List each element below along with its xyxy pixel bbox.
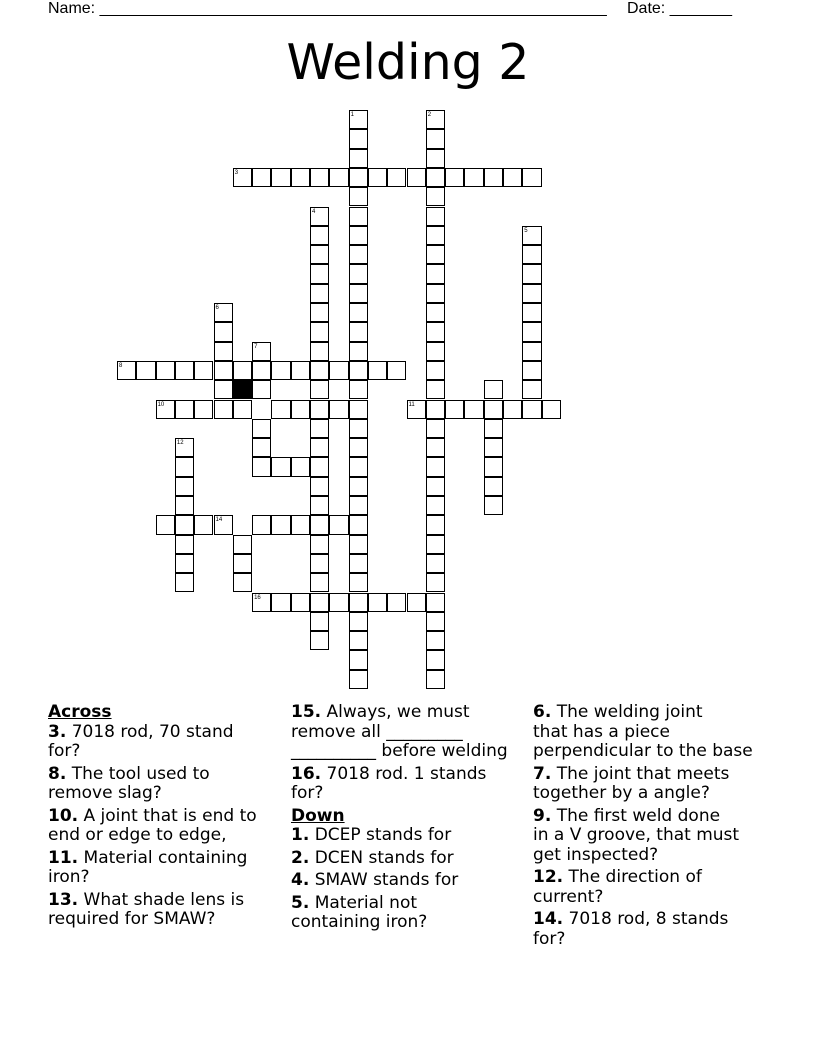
grid-cell[interactable] — [368, 593, 387, 612]
clue-text-line: get inspected? — [533, 844, 659, 865]
clue-item — [533, 765, 773, 804]
grid-cell[interactable] — [349, 554, 368, 573]
grid-cell[interactable] — [310, 593, 329, 612]
clue-number-label: 8. — [48, 763, 67, 784]
grid-cell[interactable] — [426, 303, 445, 322]
grid-cell[interactable] — [310, 207, 329, 226]
grid-cell[interactable] — [310, 477, 329, 496]
clue-text-line: remove all _________ — [291, 721, 463, 742]
grid-cell[interactable] — [426, 168, 445, 187]
clue-text-line: Material containing — [78, 847, 248, 868]
clue-number-label: 3. — [48, 721, 67, 742]
clue-number: 16 — [254, 594, 261, 601]
grid-cell[interactable] — [349, 284, 368, 303]
grid-cell[interactable] — [310, 554, 329, 573]
clue-number: 7 — [254, 343, 258, 350]
grid-cell[interactable] — [252, 419, 271, 438]
grid-cell[interactable] — [522, 361, 541, 380]
clue-number: 3 — [234, 169, 239, 176]
clue-number-label: 12. — [533, 867, 564, 887]
grid-cell[interactable] — [175, 457, 194, 476]
grid-cell[interactable] — [426, 380, 445, 399]
grid-cell[interactable] — [349, 264, 368, 283]
grid-cell[interactable] — [310, 264, 329, 283]
grid-cell[interactable] — [310, 457, 329, 476]
grid-cell[interactable] — [349, 303, 368, 322]
clue-item — [48, 723, 283, 762]
grid-cell[interactable] — [175, 515, 194, 534]
clue-number: 10 — [157, 401, 165, 408]
grid-cell[interactable] — [252, 438, 271, 457]
grid-cell[interactable] — [156, 361, 175, 380]
clue-number: 5 — [524, 227, 528, 234]
grid-cell[interactable] — [484, 419, 503, 438]
grid-cell[interactable] — [233, 168, 252, 187]
grid-cell[interactable] — [214, 303, 233, 322]
grid-cell[interactable] — [214, 380, 233, 399]
clue-text-line: The welding joint — [551, 702, 703, 722]
clue-text-line: 7018 rod, 8 stands — [563, 909, 729, 929]
grid-cell[interactable] — [175, 361, 194, 380]
grid-cell[interactable] — [426, 245, 445, 264]
grid-cell[interactable] — [349, 400, 368, 419]
grid-cell[interactable] — [310, 168, 329, 187]
grid-cell[interactable] — [426, 457, 445, 476]
clue-item — [533, 910, 773, 949]
clue-text-line: DCEP stands for — [309, 825, 452, 845]
grid-cell[interactable] — [271, 457, 290, 476]
grid-cell[interactable] — [426, 342, 445, 361]
page-title: Welding 2 — [286, 34, 530, 91]
down-clue-list — [291, 826, 531, 933]
grid-cell[interactable] — [349, 419, 368, 438]
grid-cell[interactable] — [407, 400, 426, 419]
grid-cell[interactable] — [175, 438, 194, 457]
clue-text-line: 7018 rod, 70 stand — [66, 721, 234, 742]
clue-text-line: together by a angle? — [533, 783, 710, 803]
clue-text-line: required for SMAW? — [48, 909, 216, 929]
grid-cell[interactable] — [310, 284, 329, 303]
grid-cell[interactable] — [252, 380, 271, 399]
grid-cell[interactable] — [310, 400, 329, 419]
clue-text-line: containing iron? — [291, 912, 428, 932]
grid-cell[interactable] — [426, 207, 445, 226]
clue-text-line: The first weld done — [551, 805, 721, 826]
grid-cell[interactable] — [252, 457, 271, 476]
clue-text-line: perpendicular to the base — [533, 741, 753, 761]
grid-cell[interactable] — [329, 593, 348, 612]
grid-cell[interactable] — [233, 535, 252, 554]
clue-number: 12 — [176, 440, 184, 447]
grid-cell[interactable] — [117, 361, 136, 380]
clue-text-line: in a V groove, that must — [533, 825, 740, 845]
clue-text-line: What shade lens is — [78, 889, 245, 910]
grid-cell[interactable] — [349, 129, 368, 148]
grid-cell[interactable] — [310, 631, 329, 650]
grid-cell[interactable] — [271, 515, 290, 534]
clue-number-label: 7. — [533, 763, 552, 784]
grid-cell[interactable] — [464, 400, 483, 419]
clue-text-line: __________ before welding — [291, 741, 508, 761]
grid-cell[interactable] — [291, 515, 310, 534]
grid-cell[interactable] — [349, 342, 368, 361]
grid-cell[interactable] — [349, 457, 368, 476]
clue-number-label: 15. — [291, 702, 322, 722]
grid-cell[interactable] — [522, 303, 541, 322]
grid-cell[interactable] — [310, 303, 329, 322]
grid-cell[interactable] — [426, 129, 445, 148]
clue-text-line: 7018 rod. 1 stands — [321, 763, 487, 784]
grid-cell[interactable] — [426, 650, 445, 669]
clue-text-line: SMAW stands for — [309, 870, 459, 890]
grid-cell[interactable] — [368, 361, 387, 380]
across-clue-list — [48, 723, 283, 930]
grid-cell[interactable] — [484, 438, 503, 457]
clue-number-label: 4. — [291, 870, 310, 890]
clue-number-label: 6. — [533, 702, 552, 722]
clue-number-label: 2. — [291, 847, 310, 868]
grid-cell[interactable] — [233, 554, 252, 573]
grid-cell[interactable] — [310, 438, 329, 457]
grid-cell[interactable] — [349, 670, 368, 689]
clue-number-label: 9. — [533, 805, 552, 826]
grid-cell[interactable] — [349, 496, 368, 515]
clue-item — [291, 765, 531, 804]
grid-cell[interactable] — [522, 168, 541, 187]
grid-cell[interactable] — [426, 322, 445, 341]
grid-cell[interactable] — [271, 361, 290, 380]
grid-cell[interactable] — [426, 438, 445, 457]
grid-cell[interactable] — [349, 593, 368, 612]
grid-cell[interactable] — [426, 400, 445, 419]
grid-cell[interactable] — [349, 477, 368, 496]
grid-cell[interactable] — [387, 593, 406, 612]
clue-item — [48, 891, 283, 930]
grid-cell[interactable] — [233, 400, 252, 419]
grid-cell[interactable] — [426, 361, 445, 380]
grid-cell[interactable] — [329, 515, 348, 534]
grid-cell[interactable] — [464, 168, 483, 187]
grid-cell[interactable] — [310, 361, 329, 380]
grid-cell[interactable] — [522, 264, 541, 283]
grid-cell[interactable] — [214, 400, 233, 419]
grid-cell[interactable] — [426, 264, 445, 283]
grid-cell[interactable] — [310, 226, 329, 245]
clue-text-line: The tool used to — [66, 763, 210, 784]
grid-cell[interactable] — [349, 149, 368, 168]
grid-cell[interactable] — [426, 535, 445, 554]
grid-cell[interactable] — [349, 207, 368, 226]
clue-number-label: 5. — [291, 892, 310, 913]
clue-number: 11 — [408, 401, 415, 408]
clue-number-label: 11. — [48, 847, 79, 868]
across-clue-list-continued — [291, 703, 531, 804]
clue-number-label: 13. — [48, 889, 79, 910]
clue-text-line: for? — [48, 741, 81, 761]
grid-cell[interactable] — [349, 168, 368, 187]
clue-text-line: that has a piece — [533, 721, 670, 742]
grid-cell[interactable] — [175, 477, 194, 496]
grid-cell[interactable] — [484, 477, 503, 496]
black-grid-cell — [233, 380, 252, 399]
grid-cell[interactable] — [426, 515, 445, 534]
clue-number-label: 16. — [291, 763, 322, 784]
clues-column-2 — [291, 703, 531, 933]
grid-cell[interactable] — [542, 400, 561, 419]
grid-cell[interactable] — [349, 187, 368, 206]
grid-cell[interactable] — [426, 187, 445, 206]
grid-cell[interactable] — [522, 342, 541, 361]
grid-cell[interactable] — [426, 593, 445, 612]
clues-column-3 — [533, 703, 773, 949]
grid-cell[interactable] — [310, 419, 329, 438]
grid-cell[interactable] — [503, 168, 522, 187]
grid-cell[interactable] — [310, 322, 329, 341]
grid-cell[interactable] — [426, 149, 445, 168]
clue-text-line: Always, we must — [321, 702, 470, 722]
clue-item — [533, 868, 773, 907]
grid-cell[interactable] — [484, 168, 503, 187]
grid-cell[interactable] — [310, 573, 329, 592]
clue-number-label: 10. — [48, 805, 79, 826]
grid-cell[interactable] — [291, 593, 310, 612]
clue-item — [291, 894, 531, 933]
grid-cell[interactable] — [426, 477, 445, 496]
grid-cell[interactable] — [291, 457, 310, 476]
clue-item — [533, 703, 773, 762]
grid-cell[interactable] — [175, 400, 194, 419]
clue-text-line: The direction of — [563, 867, 702, 887]
clue-number: 1 — [350, 112, 354, 118]
grid-cell[interactable] — [522, 284, 541, 303]
grid-cell[interactable] — [271, 400, 290, 419]
grid-cell[interactable] — [426, 612, 445, 631]
down-clue-list-continued — [533, 703, 773, 949]
clue-item — [48, 807, 283, 846]
clue-item — [291, 826, 531, 846]
grid-cell[interactable] — [271, 593, 290, 612]
clue-text-line: A joint that is end to — [78, 805, 257, 826]
grid-cell[interactable] — [349, 650, 368, 669]
grid-cell[interactable] — [310, 515, 329, 534]
grid-cell[interactable] — [349, 361, 368, 380]
grid-cell[interactable] — [484, 400, 503, 419]
grid-cell[interactable] — [387, 168, 406, 187]
clue-text-line: iron? — [48, 867, 90, 887]
grid-cell[interactable] — [291, 400, 310, 419]
grid-cell[interactable] — [310, 496, 329, 515]
grid-cell[interactable] — [233, 573, 252, 592]
grid-cell[interactable] — [291, 168, 310, 187]
clue-text-line: remove slag? — [48, 783, 162, 803]
grid-cell[interactable] — [484, 496, 503, 515]
grid-cell[interactable] — [252, 515, 271, 534]
grid-cell[interactable] — [407, 593, 426, 612]
grid-cell[interactable] — [175, 554, 194, 573]
grid-cell[interactable] — [156, 400, 175, 419]
grid-cell[interactable] — [310, 342, 329, 361]
date-field-label: Date: _______ — [627, 0, 732, 17]
grid-cell[interactable] — [156, 515, 175, 534]
grid-cell[interactable] — [426, 284, 445, 303]
grid-cell[interactable] — [426, 496, 445, 515]
clue-number: 6 — [215, 305, 219, 311]
grid-cell[interactable] — [136, 361, 155, 380]
grid-cell[interactable] — [484, 380, 503, 399]
clue-item — [291, 849, 531, 869]
grid-cell[interactable] — [214, 515, 233, 534]
across-heading: Across — [48, 702, 112, 722]
grid-cell[interactable] — [426, 631, 445, 650]
grid-cell[interactable] — [426, 554, 445, 573]
grid-cell[interactable] — [387, 361, 406, 380]
grid-cell[interactable] — [194, 400, 213, 419]
grid-cell[interactable] — [349, 226, 368, 245]
clue-text-line: DCEN stands for — [309, 847, 454, 868]
grid-cell[interactable] — [349, 573, 368, 592]
grid-cell[interactable] — [349, 245, 368, 264]
grid-cell[interactable] — [484, 457, 503, 476]
grid-cell[interactable] — [291, 361, 310, 380]
grid-cell[interactable] — [522, 380, 541, 399]
grid-cell[interactable] — [329, 361, 348, 380]
grid-cell[interactable] — [271, 168, 290, 187]
grid-cell[interactable] — [175, 573, 194, 592]
grid-cell[interactable] — [310, 612, 329, 631]
clues-column-1 — [48, 703, 283, 930]
grid-cell[interactable] — [175, 535, 194, 554]
grid-cell[interactable] — [522, 226, 541, 245]
clue-number: 4 — [312, 208, 316, 215]
clue-item — [291, 703, 531, 762]
clue-number-label: 14. — [533, 909, 564, 929]
grid-cell[interactable] — [214, 361, 233, 380]
grid-cell[interactable] — [310, 245, 329, 264]
grid-cell[interactable] — [310, 380, 329, 399]
grid-cell[interactable] — [445, 168, 464, 187]
clue-text-line: for? — [291, 783, 324, 803]
grid-cell[interactable] — [522, 322, 541, 341]
grid-cell[interactable] — [426, 670, 445, 689]
grid-cell[interactable] — [349, 322, 368, 341]
grid-cell[interactable] — [368, 168, 387, 187]
grid-cell[interactable] — [349, 612, 368, 631]
grid-cell[interactable] — [252, 361, 271, 380]
grid-cell[interactable] — [252, 593, 271, 612]
clue-text-line: end or edge to edge, — [48, 825, 227, 845]
grid-cell[interactable] — [522, 245, 541, 264]
grid-cell[interactable] — [426, 419, 445, 438]
clue-item — [48, 765, 283, 804]
clue-text-line: Material not — [309, 892, 418, 913]
grid-cell[interactable] — [214, 342, 233, 361]
clue-number: 8 — [119, 362, 123, 369]
grid-cell[interactable] — [329, 168, 348, 187]
grid-cell[interactable] — [194, 361, 213, 380]
clue-number: 14 — [215, 517, 223, 524]
grid-cell[interactable] — [252, 168, 271, 187]
grid-cell[interactable] — [426, 226, 445, 245]
clue-item — [291, 871, 531, 891]
clue-text-line: The joint that meets — [551, 763, 730, 784]
clue-item — [48, 849, 283, 888]
grid-cell[interactable] — [175, 496, 194, 515]
grid-cell[interactable] — [426, 110, 445, 129]
grid-cell[interactable] — [503, 400, 522, 419]
grid-cell[interactable] — [349, 110, 368, 129]
grid-cell[interactable] — [426, 573, 445, 592]
grid-cell[interactable] — [349, 631, 368, 650]
clue-text-line: current? — [533, 886, 604, 907]
grid-cell[interactable] — [310, 535, 329, 554]
clue-number-label: 1. — [291, 825, 310, 845]
clue-text-line: for? — [533, 928, 566, 949]
grid-cell[interactable] — [445, 400, 464, 419]
grid-cell[interactable] — [329, 400, 348, 419]
name-field-label: Name: _________________________________________________________ — [48, 0, 607, 17]
grid-cell[interactable] — [233, 361, 252, 380]
down-heading: Down — [291, 805, 345, 826]
grid-cell[interactable] — [252, 342, 271, 361]
grid-cell[interactable] — [349, 535, 368, 554]
clue-item — [533, 807, 773, 866]
grid-cell[interactable] — [407, 168, 426, 187]
grid-cell[interactable] — [194, 515, 213, 534]
grid-cell[interactable] — [214, 322, 233, 341]
clue-number: 2 — [427, 112, 432, 118]
grid-cell[interactable] — [349, 380, 368, 399]
grid-cell[interactable] — [522, 400, 541, 419]
grid-cell[interactable] — [349, 438, 368, 457]
grid-cell[interactable] — [349, 515, 368, 534]
